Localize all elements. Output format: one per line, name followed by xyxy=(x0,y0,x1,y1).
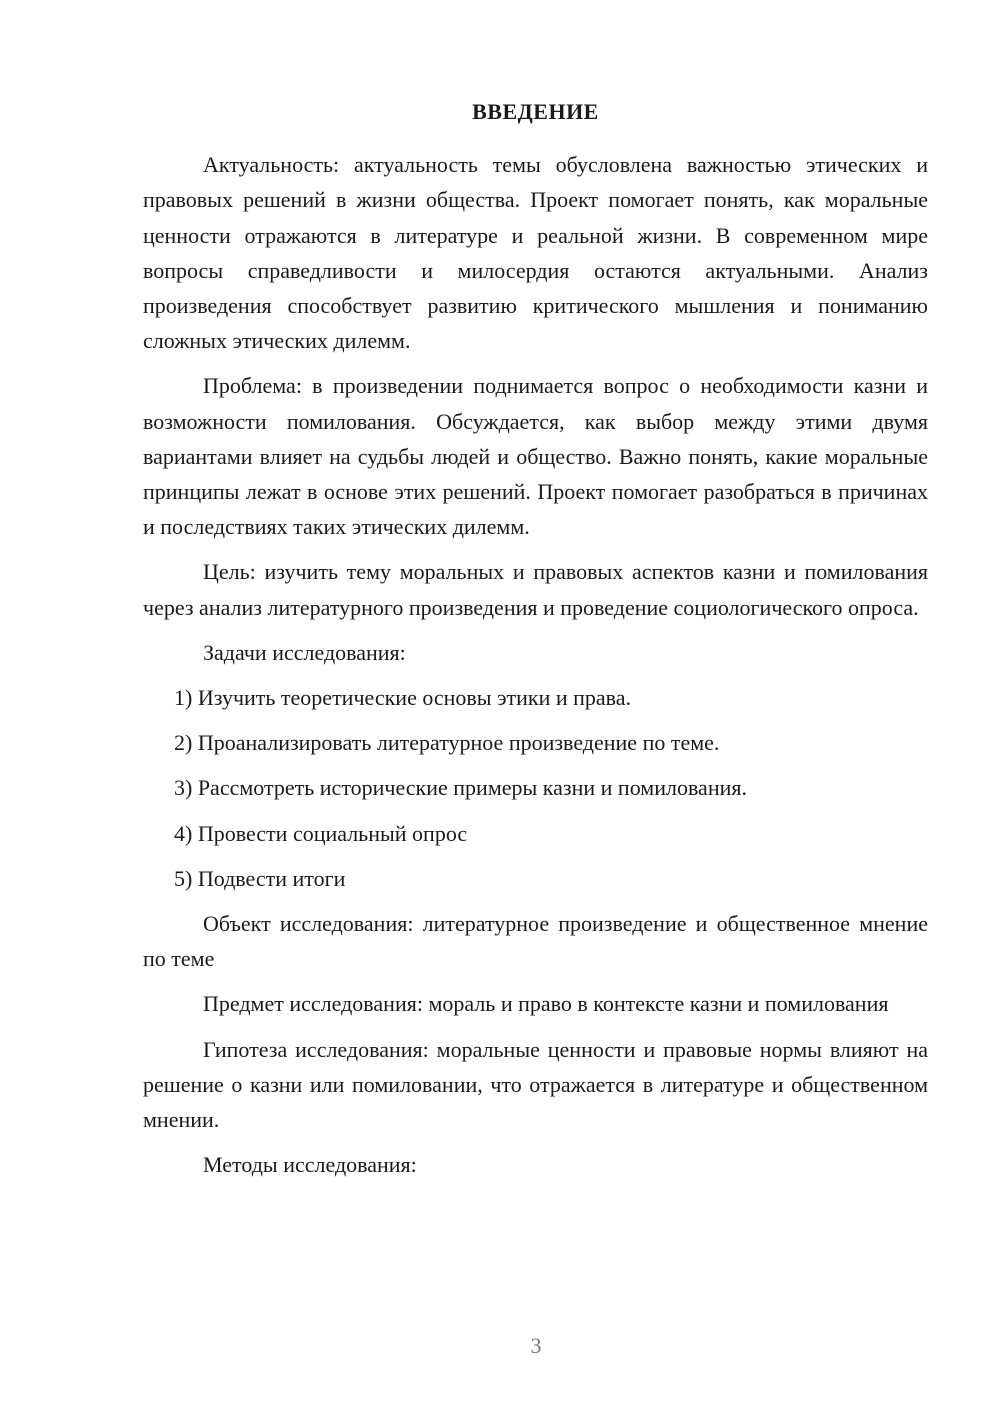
page-number: 3 xyxy=(530,1333,542,1358)
list-item: 1) Изучить теоретические основы этики и права. xyxy=(174,685,632,711)
page-title: ВВЕДЕНИЕ xyxy=(472,99,599,124)
document-page xyxy=(143,94,928,1192)
goal-paragraph: Цель: изучить тему моральных и правовых аспектов казни и помилования через анализ литературного произведения и проведение социологического опроса. xyxy=(143,559,928,620)
object-paragraph: Объект исследования: литературное произведение и общественное мнение по теме xyxy=(143,911,928,972)
list-item: 5) Подвести итоги xyxy=(174,865,346,891)
methods-heading: Методы исследования: xyxy=(203,1152,417,1178)
tasks-list xyxy=(143,680,928,896)
list-item: 4) Провести социальный опрос xyxy=(174,820,468,846)
relevance-paragraph: Актуальность: актуальность темы обусловлена важностью этических и правовых решений в жизни общества. Проект помогает понять, как моральные ценности отражаются в литературе и реальной жизни. В современном мире вопросы справедливости и милосердия остаются актуальными. Анализ произведения способствует развитию критического мышления и пониманию сложных этических дилемм. xyxy=(143,152,928,354)
problem-paragraph: Проблема: в произведении поднимается вопрос о необходимости казни и возможности помилования. Обсуждается, как выбор между этими двумя вариантами влияет на судьбы людей и общество. Важно понять, какие моральные принципы лежат в основе этих решений. Проект помогает разобраться в причинах и последствиях таких этических дилемм. xyxy=(143,373,928,540)
subject-paragraph: Предмет исследования: мораль и право в контексте казни и помилования xyxy=(203,991,889,1017)
list-item: 2) Проанализировать литературное произведение по теме. xyxy=(174,730,720,756)
list-item: 3) Рассмотреть исторические примеры казни и помилования. xyxy=(174,775,747,801)
tasks-heading: Задачи исследования: xyxy=(203,639,406,665)
hypothesis-paragraph: Гипотеза исследования: моральные ценности и правовые нормы влияют на решение о казни или помиловании, что отражается в литературе и общественном мнении. xyxy=(143,1036,928,1133)
